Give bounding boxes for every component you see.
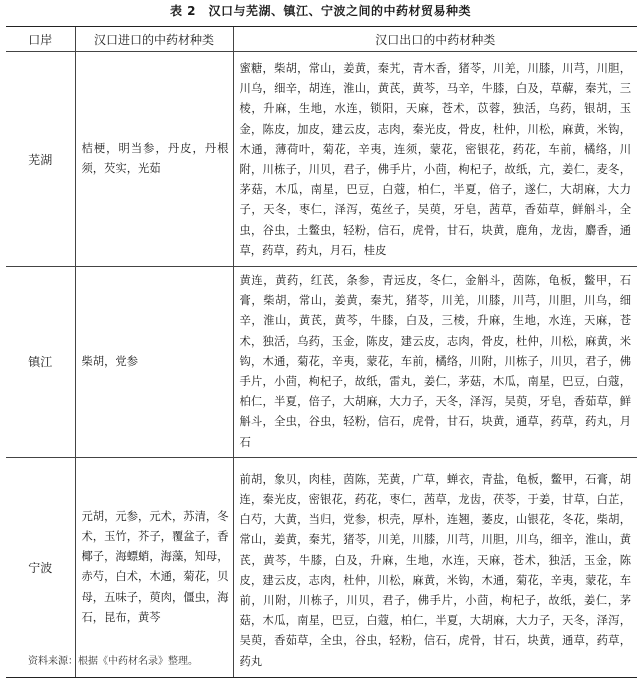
table-row xyxy=(6,52,637,267)
export-cell xyxy=(233,267,637,458)
import-list: 桔梗，明当参，丹皮，丹根须，芡实，光茹 xyxy=(81,141,229,176)
port-cell: 镇江 xyxy=(6,267,75,458)
import-cell xyxy=(75,52,233,267)
import-list: 柴胡，党参 xyxy=(81,354,138,368)
export-cell xyxy=(233,52,637,267)
header-port: 口岸 xyxy=(6,27,75,52)
import-cell xyxy=(75,457,233,677)
source-note: 资料来源：根据《中药材名录》整理。 xyxy=(28,656,198,667)
table-row xyxy=(6,267,637,458)
table-caption: 表 2 汉口与芜湖、镇江、宁波之间的中药材贸易种类 xyxy=(169,4,472,18)
table-row xyxy=(6,457,637,677)
export-list: 黄连，黄药，红芪，条参，青远皮，冬仁，金斛斗，茵陈，龟板，鳖甲，石膏，柴胡，常山，姜黄，秦艽，猪苓，川羌，川膝，川芎，川胆，川乌，细辛，淮山，黄芪，黄芩，牛膝，白及，三棱，升麻，生地，水连，天麻，苍术，独活，乌药，玉金，陈皮，建云皮，志肉，骨皮，杜仲，川松，麻黄，米钩，木通，菊花，辛夷，蒙花，车前，橘络，川附，川栋子，川贝，君子，佛手片，小茴，枸杞子，故纸，雷丸，姜仁，茅菇，木瓜，南星，巴豆，白蔻，柏仁，半夏，倍子，大胡麻，大力子，天冬，泽泻，吴萸，牙皂，香茹草，鲜斛斗，全虫，谷虫，轻粉，信石，虎骨，甘石，块黄，通草，药草，药丸，月石 xyxy=(239,274,631,449)
export-cell xyxy=(233,457,637,677)
port-cell: 芜湖 xyxy=(6,52,75,267)
import-cell xyxy=(75,267,233,458)
header-export: 汉口出口的中药材种类 xyxy=(233,27,637,52)
table-header-row xyxy=(6,27,637,52)
import-list: 元胡，元参，元术，苏清，冬术，玉竹，芥子，覆盆子，香椰子，海螵蛸，海藻，知母，赤芍，白术，木通，菊花，贝母，五味子，萸肉，僵虫，海石，昆布，黄芩 xyxy=(81,509,229,624)
port-cell: 宁波 xyxy=(6,457,75,677)
header-import: 汉口进口的中药材种类 xyxy=(75,27,233,52)
export-list: 蜜糖，柴胡，常山，姜黄，秦艽，青木香，猪苓，川羌，川膝，川芎，川胆，川乌，细辛，胡连，淮山，黄芪，黄芩，马辛，牛膝，白及，草薢，秦艽，三棱，升麻，生地，水连，锁阳，天麻，苍术，苡蓉，独活，乌药，银胡，玉金，陈皮，加皮，建云皮，志肉，秦光皮，骨皮，杜仲，川松，麻黄，米钩，木通，薄荷叶，菊花，辛夷，连须，蒙花，密银花，药花，车前，橘络，川附，川栋子，川贝，君子，佛手片，小茴，枸杞子，故纸，亢，姜仁，麦冬，茅菇，木瓜，南星，巴豆，白蔻，柏仁，半夏，倍子，遂仁，大胡麻，大力子，天冬，枣仁，泽泻，菟丝子，吴萸，牙皂，茜草，香茹草，鲜斛斗，全虫，谷虫，土鳖虫，轻粉，信石，虎骨，甘石，块黄，鹿角，龙齿，麝香，通草，药草，药丸，月石，桂皮 xyxy=(239,62,631,257)
export-list: 前胡，象贝，肉桂，茵陈，芜黄，广草，蝉衣，青盐，龟板，鳖甲，石膏，胡连，秦光皮，密银花，药花，枣仁，茜草，龙齿，茯苓，于姜，甘草，白芷，白芍，大黄，当归，党参，枳壳，厚朴，连翘，萎皮，山银花，冬花，柴胡，常山，姜黄，秦艽，猪苓，川羌，川膝，川芎，川胆，川乌，细辛，淮山，黄芪，黄芩，牛膝，白及，升麻，生地，水连，天麻，苍术，独活，玉金，陈皮，建云皮，志肉，杜仲，川松，麻黄，米钩，木通，菊花，辛夷，蒙花，车前，川附，川栋子，川贝，君子，佛手片，小茴，枸杞子，故纸，姜仁，茅菇，木瓜，南星，巴豆，白蔻，柏仁，半夏，大胡麻，大力子，天冬，泽泻，吴萸，香茹草，全虫，谷虫，轻粉，信石，虎骨，甘石，块黄，通草，药草，药丸 xyxy=(239,472,631,668)
trade-table xyxy=(6,26,637,678)
